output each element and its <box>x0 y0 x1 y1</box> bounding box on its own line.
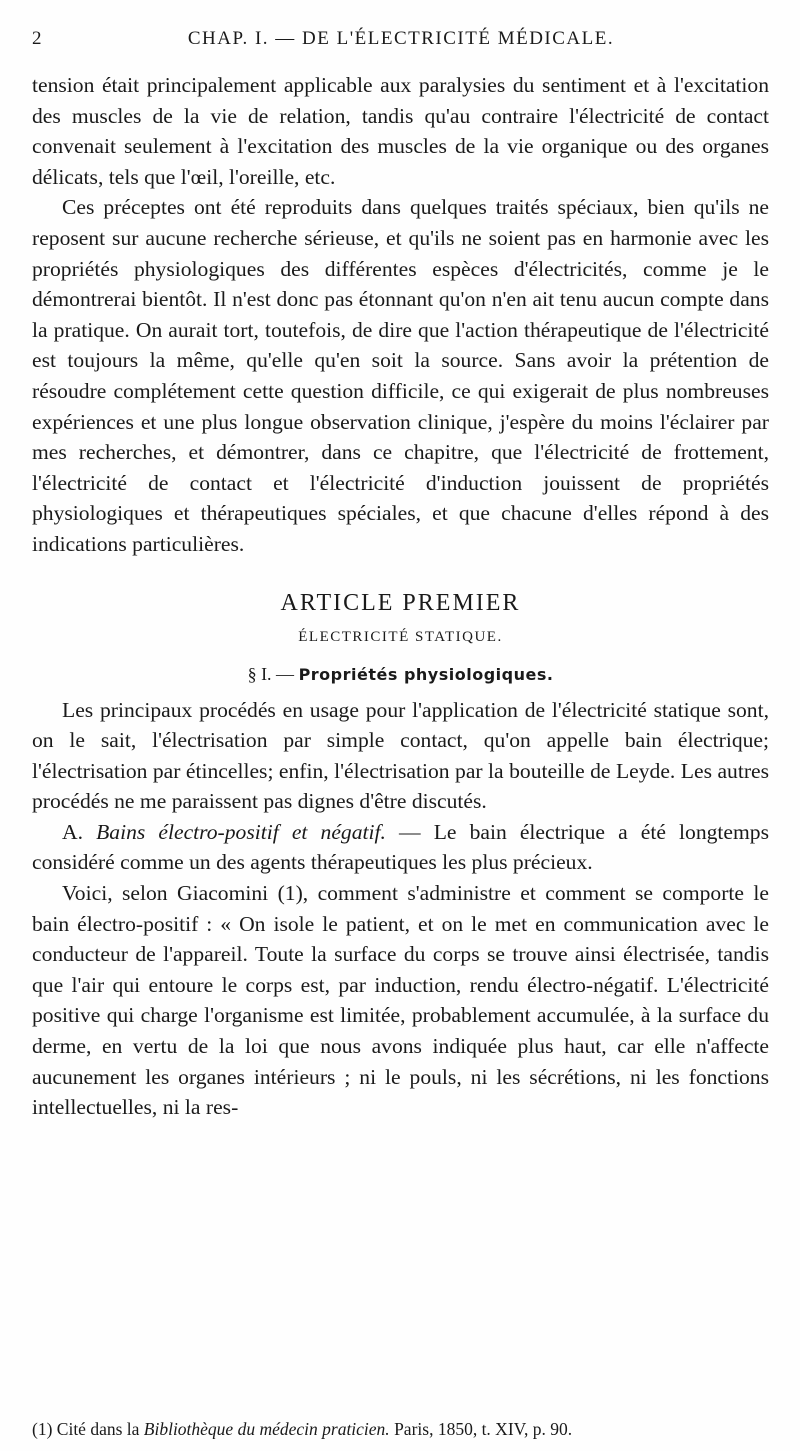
paragraph-procedes: Les principaux procédés en usage pour l'application de l'électricité statique sont, on le sait, l'électrisation par simple contact, qu'on appelle bain électrique; l'électrisation par étincelles; enfin, l'électrisation par la bouteille de Leyde. Les autres procédés ne me paraissent pas dignes d'être discutés. <box>32 697 769 814</box>
running-header <box>32 28 770 58</box>
paragraph-giacomini: Voici, selon Giacomini (1), comment s'administre et comment se comporte le bain électro-positif : « On isole le patient, et on le met en communication avec le conducteur de l'appareil. Toute la surface du corps se trouve ainsi électrisée, tandis que l'air qui entoure le corps est, par induction, rendu électro-négatif. L'électricité positive qui charge l'organisme est limitée, probablement accumulée, à la surface du derme, en vertu de la loi que nous avons indiquée plus haut, car elle n'affecte aucunement les organes intérieurs ; ni le pouls, ni les sécrétions, ni les fonctions intellectuelles, ni la res- <box>32 881 769 1120</box>
section-title: Propriétés physiologiques. <box>298 664 554 684</box>
page-number: 2 <box>32 28 43 49</box>
footnote-prefix: (1) Cité dans la <box>32 1419 140 1439</box>
paragraph-bains <box>32 817 769 878</box>
paragraph-continuation: tension était principalement applicable aux paralysies du sentiment et à l'excitation des muscles de la vie de relation, tandis qu'au contraire l'électricité de contact convenait seulement à l'excitation des muscles de la vie organique ou des organes délicats, tels que l'œil, l'oreille, etc. <box>32 73 769 189</box>
article-title: ARTICLE PREMIER <box>280 589 521 616</box>
footnote <box>32 1418 770 1440</box>
page-body <box>32 70 769 1123</box>
subsection-label: A. <box>62 819 83 844</box>
paragraph-preceptes: Ces préceptes ont été reproduits dans quelques traités spéciaux, bien qu'ils ne reposent sur aucune recherche sérieuse, et qu'ils ne soient pas en harmonie avec les propriétés physiologiques des différentes espèces d'électricités, comme je le démontrerai bientôt. Il n'est donc pas étonnant qu'on n'en ait tenu aucun compte dans la pratique. On aurait tort, toutefois, de dire que l'action thérapeutique de l'électricité est toujours la même, qu'elle qu'en soit la source. Sans avoir la prétention de résoudre complétement cette question difficile, ce qui exigerait de plus nombreuses expériences et une plus longue observation clinique, j'espère du moins l'éclairer par mes recherches, et démontrer, dans ce chapitre, que l'électricité de frottement, l'électricité de contact et l'électricité d'induction jouissent de propriétés physiologiques et thérapeutiques spéciales, et que chacune d'elles répond à des indications particulières. <box>32 195 769 556</box>
subsection-text: — Le bain électrique a été longtemps considéré comme un des agents thérapeutiques les plus précieux. <box>32 819 769 875</box>
article-subtitle: ÉLECTRICITÉ STATIQUE. <box>298 628 503 645</box>
footnote-title: Bibliothèque du médecin praticien. <box>143 1419 390 1439</box>
subsection-title: Bains électro-positif et négatif. <box>96 819 386 844</box>
footnote-suffix: Paris, 1850, t. XIV, p. 90. <box>394 1419 573 1439</box>
section-heading <box>32 660 769 689</box>
running-title: CHAP. I. — DE L'ÉLECTRICITÉ MÉDICALE. <box>187 28 615 49</box>
section-number: § I. — <box>247 663 295 684</box>
